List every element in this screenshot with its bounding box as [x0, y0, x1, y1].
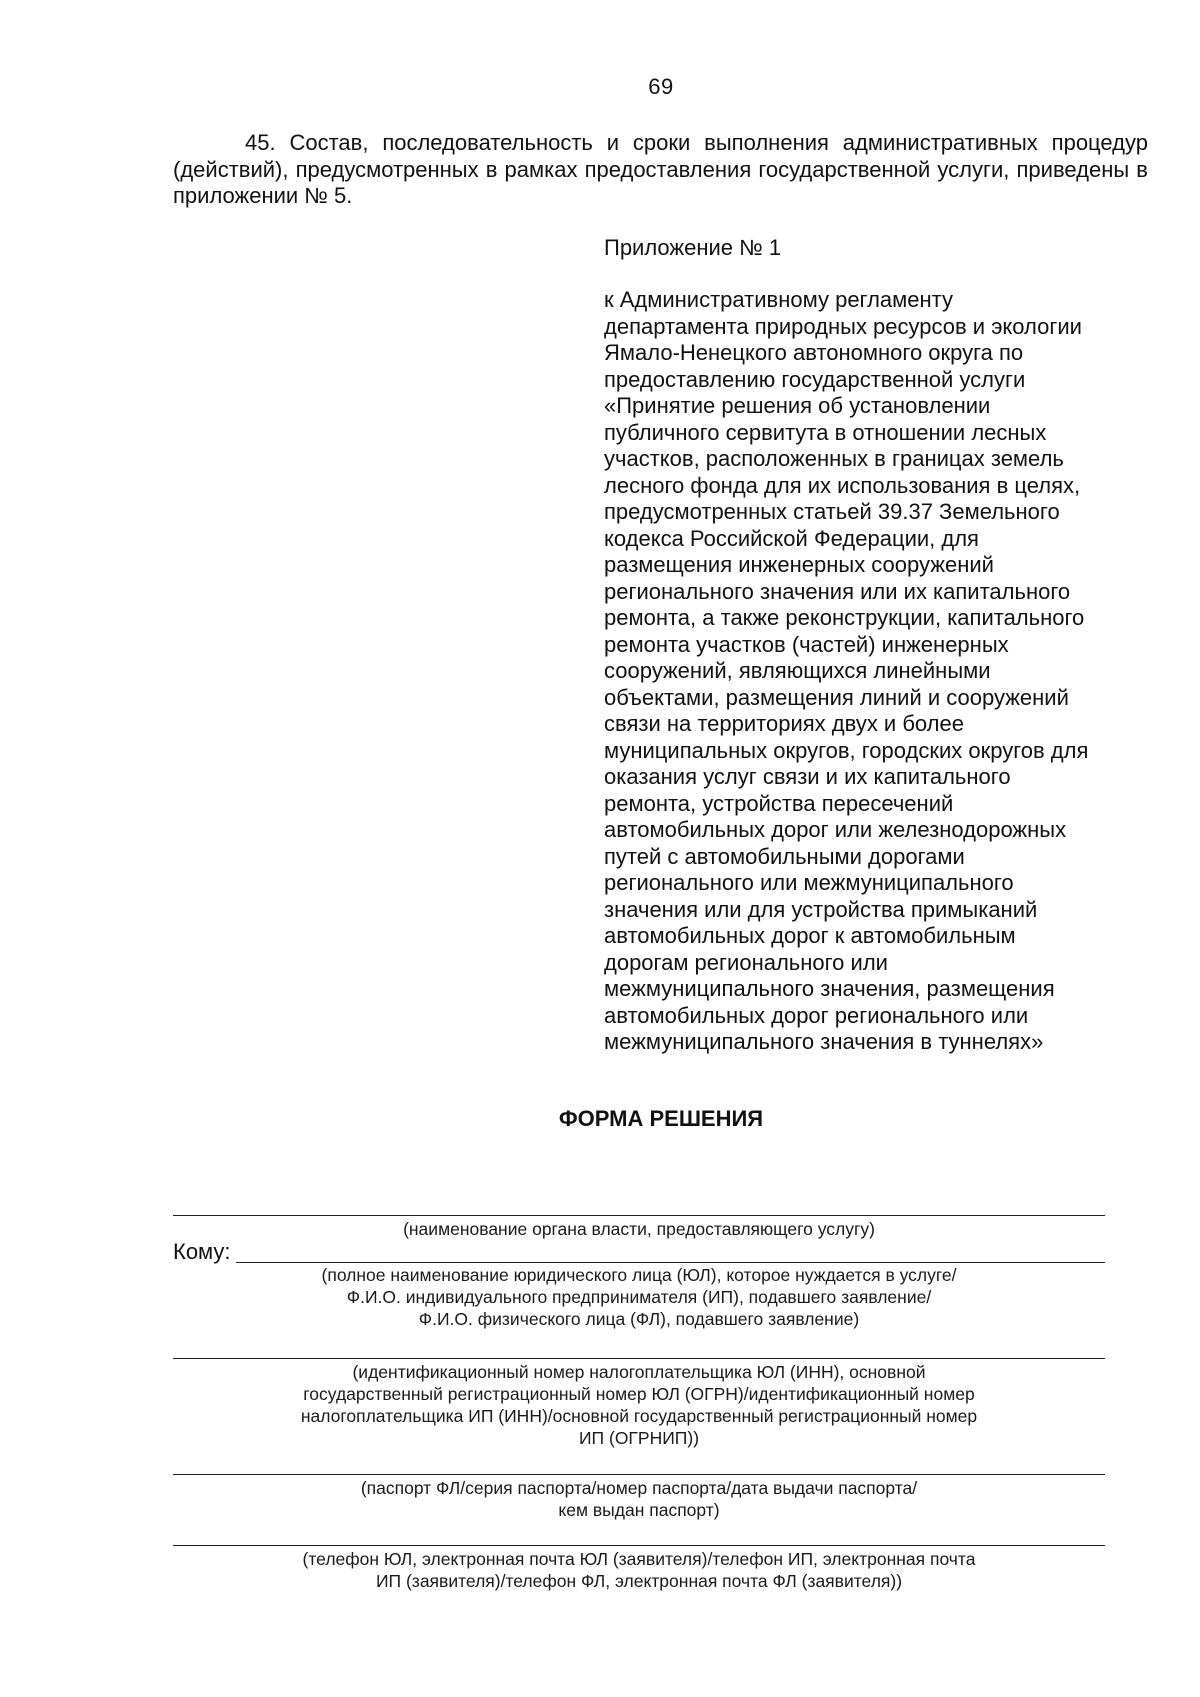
caption-line: Ф.И.О. индивидуального предпринимателя (ИП), подавшего заявление/	[346, 1287, 932, 1307]
appendix-line: межмуниципального значения в туннелях»	[604, 1029, 1044, 1054]
appendix-line: ремонта, а также реконструкции, капитального	[604, 605, 1085, 630]
appendix-line: ремонта, устройства пересечений	[604, 790, 954, 816]
appendix-line: кодекса Российской Федерации, для	[604, 525, 979, 551]
passport-caption	[173, 1477, 1105, 1521]
appendix-line: путей с автомобильными дорогами	[604, 843, 965, 869]
contacts-field-line	[173, 1545, 1105, 1546]
ids-field-line	[173, 1358, 1105, 1359]
komu-label: Кому:	[173, 1239, 231, 1264]
appendix-line: предусмотренных статьей 39.37 Земельного	[604, 499, 1060, 524]
appendix-line: связи на территориях двух и более	[604, 711, 964, 736]
recipient-caption	[173, 1264, 1105, 1330]
appendix-line: предоставлению государственной услуги	[604, 366, 1026, 392]
appendix-line: объектами, размещения линий и сооружений	[604, 684, 1069, 710]
appendix-line: автомобильных дорог или железнодорожных	[604, 817, 1067, 842]
appendix-body	[604, 287, 1164, 1056]
recipient-field-line	[236, 1262, 1105, 1263]
appendix-line: дорогам регионального или	[604, 949, 888, 975]
caption-line: (телефон ЮЛ, электронная почта ЮЛ (заявителя)/телефон ИП, электронная почта	[302, 1549, 976, 1569]
caption-line: ИП (заявителя)/телефон ФЛ, электронная почта ФЛ (заявителя))	[375, 1571, 903, 1591]
authority-caption: (наименование органа власти, предоставляющего услугу)	[403, 1219, 875, 1239]
paragraph-text: 45. Состав, последовательность и сроки выполнения административных процедур (действий), предусмотренных в рамках предоставления государственной услуги, приведены в приложении № 5.	[173, 130, 1148, 208]
appendix-line: оказания услуг связи и их капитального	[604, 764, 1011, 789]
form-title: ФОРМА РЕШЕНИЯ	[558, 1106, 764, 1131]
appendix-line: публичного сервитута в отношении лесных	[604, 419, 1047, 445]
appendix-line: межмуниципального значения, размещения	[604, 976, 1055, 1001]
body-paragraph	[173, 130, 1148, 210]
appendix-line: участков, расположенных в границах земель	[604, 446, 1064, 471]
appendix-line: автомобильных дорог к автомобильным	[604, 923, 1016, 948]
caption-line: (полное наименование юридического лица (ЮЛ), которое нуждается в услуге/	[321, 1265, 957, 1285]
appendix-line: размещения инженерных сооружений	[604, 552, 994, 577]
caption-line: ИП (ОГРНИП))	[578, 1428, 700, 1448]
authority-field-line	[173, 1215, 1105, 1216]
appendix-line: лесного фонда для их использования в целях,	[604, 472, 1081, 498]
page-number: 69	[648, 74, 674, 99]
caption-line: налогоплательщика ИП (ИНН)/основной государственный регистрационный номер	[300, 1406, 978, 1426]
caption-line: кем выдан паспорт)	[558, 1500, 720, 1520]
appendix-line: к Административному регламенту	[604, 287, 954, 312]
contacts-caption	[173, 1548, 1105, 1592]
appendix-line: регионального или межмуниципального	[604, 870, 1014, 895]
appendix-line: сооружений, являющихся линейными	[604, 658, 991, 683]
appendix-line: Ямало-Ненецкого автономного округа по	[604, 340, 1024, 365]
caption-line: Ф.И.О. физического лица (ФЛ), подавшего заявление)	[418, 1309, 860, 1329]
caption-line: государственный регистрационный номер ЮЛ (ОГРН)/идентификационный номер	[303, 1384, 975, 1404]
appendix-line: автомобильных дорог регионального или	[604, 1002, 1029, 1028]
caption-line: (паспорт ФЛ/серия паспорта/номер паспорта/дата выдачи паспорта/	[360, 1478, 918, 1498]
appendix-line: ремонта участков (частей) инженерных	[604, 631, 1009, 657]
appendix-title: Приложение № 1	[604, 235, 782, 260]
appendix-line: муниципальных округов, городских округов для	[604, 737, 1089, 763]
appendix-line: значения или для устройства примыканий	[604, 896, 1038, 922]
appendix-line: «Принятие решения об установлении	[604, 393, 991, 418]
ids-caption	[173, 1361, 1105, 1449]
passport-field-line	[173, 1474, 1105, 1475]
caption-line: (идентификационный номер налогоплательщика ЮЛ (ИНН), основной	[352, 1362, 926, 1382]
appendix-line: департамента природных ресурсов и экологии	[604, 313, 1082, 339]
appendix-line: регионального значения или их капитального	[604, 578, 1071, 604]
